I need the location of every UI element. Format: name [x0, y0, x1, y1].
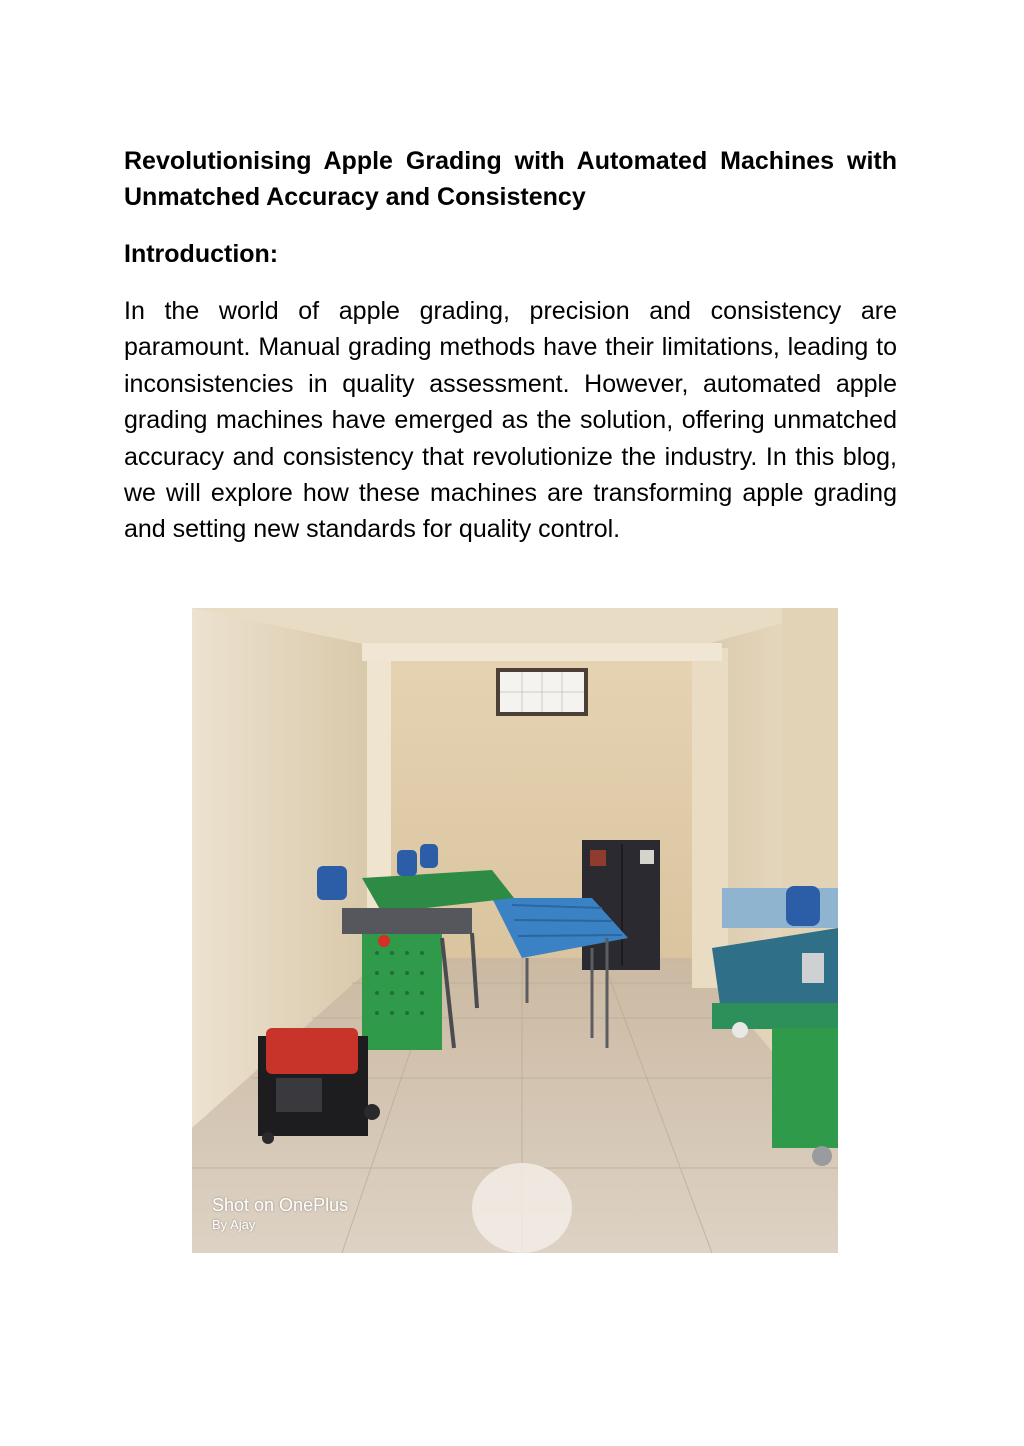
document-title: Revolutionising Apple Grading with Automated Machines with Unmatched Accuracy and Consistency: [124, 147, 897, 211]
grading-machine-photo: [192, 608, 838, 1253]
watermark-author-text: By Ajay: [212, 1217, 256, 1232]
photo-illustration: [192, 608, 838, 1253]
section-heading: Introduction:: [124, 240, 279, 268]
photo-watermark: [212, 1194, 348, 1234]
intro-paragraph: In the world of apple grading, precision and consistency are paramount. Manual grading methods have their limitations, leading to inconsistencies in quality assessment. However, automated apple grading machines have emerged as the solution, offering unmatched accuracy and consistency that revolutionize the industry. In this blog, we will explore how these machines are transforming apple grading and setting new standards for quality control.: [124, 297, 897, 544]
watermark-camera-text: Shot on OnePlus: [212, 1195, 349, 1215]
